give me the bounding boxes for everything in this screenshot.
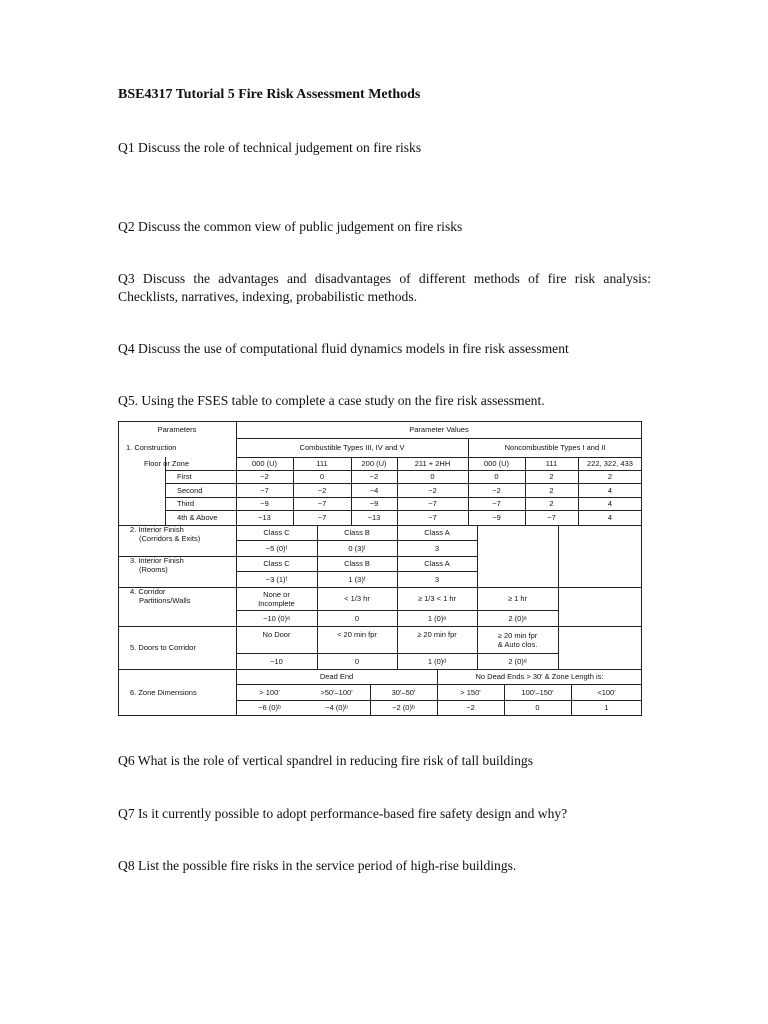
fses-table [118,421,642,715]
label-line: Partitions/Walls [139,596,191,605]
finish-value: 0 (3)ᶠ [348,543,366,553]
question-8: Q8 List the possible fire risks in the service period of high-rise buildings. [118,858,517,873]
door-header [477,626,558,653]
partition-value: 1 (0)ᵃ [427,613,447,623]
finish-class: Class A [424,528,450,537]
construction-value: −7 [428,499,437,508]
floor-label: First [177,472,192,481]
construction-value: −7 [428,513,437,522]
zone-value: −4 (0)ᵇ [325,703,348,712]
label-line: (Corridors & Exits) [139,534,201,543]
type-header: 200 (U) [361,459,387,468]
construction-value: −7 [492,499,501,508]
finish-value: 3 [434,543,440,553]
type-header: 111 [545,459,558,468]
zone-value: −2 [466,703,475,712]
construction-value: −9 [492,513,501,522]
combustible-types-header: Combustible Types III, IV and V [299,443,405,452]
zone-value: 0 [535,703,540,712]
doors-to-corridor-label: 5. Doors to Corridor [130,643,196,652]
question-1: Q1 Discuss the role of technical judgement on fire risks [118,140,422,155]
header-parameters: Parameters [157,425,197,434]
question-6: Q6 What is the role of vertical spandrel in reducing fire risk of tall buildings [118,753,534,768]
door-value: 2 (0)ᵈ [508,656,527,666]
construction-value: 2 [607,472,613,481]
construction-value: −2 [260,472,269,481]
construction-value: 0 [494,472,499,481]
zone-header: <100' [597,687,616,697]
construction-value: −13 [367,513,381,522]
header-line: Incomplete [258,598,295,608]
finish-class: Class A [424,559,450,568]
zone-header: 30'–50' [391,687,416,697]
floor-label: Third [177,499,195,508]
label-line: (Rooms) [139,565,168,574]
partition-header: ≥ 1/3 < 1 hr [417,594,457,603]
door-value: −10 [270,656,283,666]
zone-value: −2 (0)ᵇ [392,703,415,712]
floor-or-zone-label: Floor or Zone [144,459,190,468]
floor-label: 4th & Above [177,513,218,522]
question-2: Q2 Discuss the common view of public judgement on fire risks [118,219,463,234]
partition-value: 0 [354,613,360,623]
type-header: 211 + 2HH [414,459,451,468]
zone-header: > 100' [259,687,280,697]
zone-header: > 150' [460,687,481,697]
door-header: < 20 min fpr [337,630,377,639]
construction-value: −4 [369,485,379,495]
finish-value: −5 (0)ᶠ [265,543,288,553]
partition-header [236,587,317,610]
finish-class: Class B [344,528,370,537]
type-header: 222, 322, 433 [587,459,633,468]
question-4: Q4 Discuss the use of computational fluid dynamics models in fire risk assessment [118,341,569,356]
construction-value: 4 [607,485,613,495]
construction-value: −2 [369,472,379,481]
door-value: 0 [354,656,360,666]
partition-header: ≥ 1 hr [507,594,528,603]
no-dead-ends-header: No Dead Ends > 30' & Zone Length is: [475,672,604,681]
label-line: 4. Corridor [130,587,166,596]
construction-value: −2 [428,485,437,495]
construction-value: 0 [430,472,435,481]
door-value: 1 (0)ᵈ [427,656,447,666]
finish-class: Class C [263,559,290,568]
type-header: 111 [316,459,328,468]
construction-value: −7 [260,485,269,495]
header-line: None or [263,589,290,599]
header-line: ≥ 20 min fpr [497,630,538,640]
construction-value: −9 [369,499,379,508]
finish-class: Class C [263,528,290,537]
construction-value: −2 [317,485,327,495]
question-3: Q3 Discuss the advantages and disadvantages of different methods of fire risk analysis: Checklists, narratives, indexing, probabilistic methods. [118,271,651,304]
construction-value: 4 [607,513,613,522]
finish-class: Class B [344,559,370,568]
question-7: Q7 Is it currently possible to adopt performance-based fire safety design and why? [118,806,568,821]
floor-label: Second [177,485,203,495]
construction-value: −13 [258,513,271,522]
construction-value: −7 [547,513,556,522]
construction-value: −2 [492,485,501,495]
zone-header: >50'–100' [320,687,353,697]
construction-value: −7 [317,499,327,508]
type-header: 000 (U) [251,459,277,468]
document-title: BSE4317 Tutorial 5 Fire Risk Assessment Methods [118,87,421,102]
type-header: 000 (U) [483,459,509,468]
question-5: Q5. Using the FSES table to complete a case study on the fire risk assessment. [118,393,545,408]
zone-value: 1 [604,703,609,712]
construction-value: −9 [260,499,269,508]
finish-value: 3 [434,574,440,584]
partition-value: 2 (0)ᵃ [508,613,527,623]
construction-value: 2 [549,485,554,495]
construction-value: 2 [549,472,554,481]
partition-value: −10 (0)ᵃ [263,613,290,623]
header-line: & Auto clos. [497,639,538,649]
finish-value: 1 (3)ᶠ [348,574,366,584]
label-line: 3. Interior Finish [130,556,184,565]
finish-value: −3 (1)ᶠ [265,574,288,584]
interior-finish-rooms-label [130,556,236,587]
door-header: ≥ 20 min fpr [417,630,457,639]
label-line: 2. Interior Finish [130,525,184,534]
construction-value: 0 [319,472,325,481]
noncombustible-types-header: Noncombustible Types I and II [504,443,606,452]
zone-value: −6 (0)ᵇ [258,703,281,712]
construction-value: −7 [317,513,327,522]
zone-dimensions-label: 6. Zone Dimensions [130,687,197,697]
header-parameter-values: Parameter Values [409,425,469,434]
door-header: No Door [262,630,291,639]
construction-label: 1. Construction [126,443,177,452]
zone-header: 100'–150' [521,687,554,697]
interior-finish-corridors-label [130,525,236,556]
construction-value: 4 [607,499,613,508]
partition-header: < 1/3 hr [344,594,370,603]
construction-value: 2 [549,499,554,508]
corridor-partitions-label [130,587,236,626]
dead-end-header: Dead End [319,672,354,681]
